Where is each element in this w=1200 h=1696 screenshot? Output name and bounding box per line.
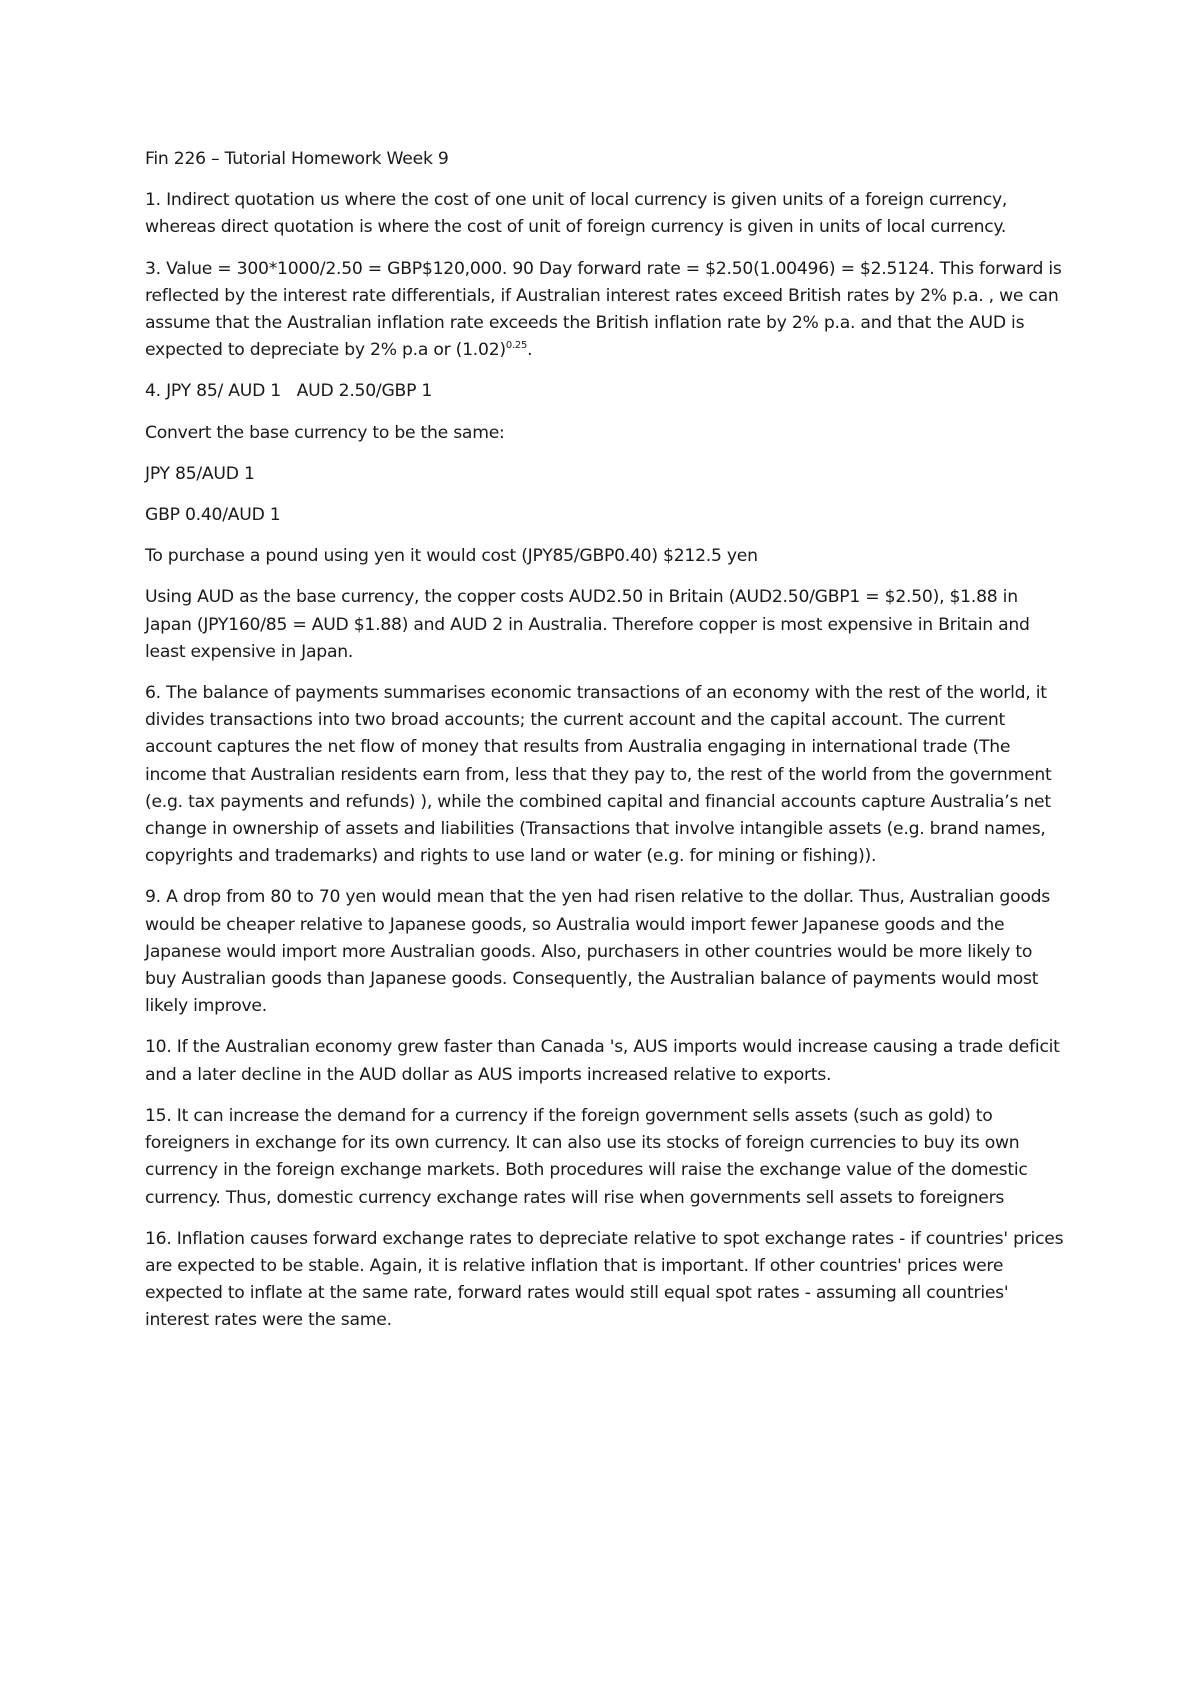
answer-3-end: . xyxy=(527,340,533,361)
answer-6: 6. The balance of payments summarises economic transactions of an economy with the rest of the world, it divides transactions into two broad accounts; the current account and the capital account. The current account captures the net flow of money that results from Australia engaging in international trade (The income that Australian residents earn from, less that they pay to, the rest of the world from the government (e.g. tax payments and refunds) ), while the combined capital and financial accounts capture Australia’s net change in ownership of assets and liabilities (Transactions that involve intangible assets (e.g. brand names, copyrights and trademarks) and rights to use land or water (e.g. for mining or fishing)). xyxy=(145,683,1052,867)
answer-4-gbp: GBP 0.40/AUD 1 xyxy=(145,505,281,526)
answer-9: 9. A drop from 80 to 70 yen would mean that the yen had risen relative to the dollar. Thus, Australian goods would be cheaper relative to Japanese goods, so Australia would import fewer Japanese goods and the Japanese would import more Australian goods. Also, purchasers in other countries would be more likely to buy Australian goods than Japanese goods. Consequently, the Australian balance of payments would most likely improve. xyxy=(145,887,1050,1017)
answer-4-convert: Convert the base currency to be the same: xyxy=(145,422,505,443)
answer-1: 1. Indirect quotation us where the cost of one unit of local currency is given units of a foreign currency, whereas direct quotation is where the cost of unit of foreign currency is given in units of local currency. xyxy=(145,190,1008,238)
answer-10: 10. If the Australian economy grew faster than Canada 's, AUS imports would increase causing a trade deficit and a later decline in the AUD dollar as AUS imports increased relative to exports. xyxy=(145,1037,1060,1085)
answer-4-pound: To purchase a pound using yen it would cost (JPY85/GBP0.40) $212.5 yen xyxy=(145,546,758,567)
answer-15: 15. It can increase the demand for a currency if the foreign government sells assets (such as gold) to foreigners in exchange for its own currency. It can also use its stocks of foreign currencies to buy its own currency in the foreign exchange markets. Both procedures will raise the exchange value of the domestic currency. Thus, domestic currency exchange rates will rise when governments sell assets to foreigners xyxy=(145,1105,1028,1208)
answer-3 xyxy=(145,256,1065,365)
document-page xyxy=(145,146,1065,1349)
answer-4-jpy: JPY 85/AUD 1 xyxy=(145,463,255,484)
document-title: Fin 226 – Tutorial Homework Week 9 xyxy=(145,149,449,169)
answer-16: 16. Inflation causes forward exchange rates to depreciate relative to spot exchange rates - if countries' prices are expected to be stable. Again, it is relative inflation that is important. If other countries' prices were expected to inflate at the same rate, forward rates would still equal spot rates - assuming all countries' interest rates were the same. xyxy=(145,1228,1064,1331)
answer-4-copper: Using AUD as the base currency, the copper costs AUD2.50 in Britain (AUD2.50/GBP1 = $2.50), $1.88 in Japan (JPY160/85 = AUD $1.88) and AUD 2 in Australia. Therefore copper is most expensive in Britain and least expensive in Japan. xyxy=(145,587,1030,662)
answer-4-rates: 4. JPY 85/ AUD 1 AUD 2.50/GBP 1 xyxy=(145,381,433,402)
answer-3-exponent: 0.25 xyxy=(505,340,528,352)
answer-3-text: 3. Value = 300*1000/2.50 = GBP$120,000. 90 Day forward rate = $2.50(1.00496) = $2.5124. This forward is reflected by the interest rate differentials, if Australian interest rates exceed British rates by 2% p.a. , we can assume that the Australian inflation rate exceeds the British inflation rate by 2% p.a. and that the AUD is expected to depreciate by 2% p.a or (1.02) xyxy=(145,258,1062,361)
